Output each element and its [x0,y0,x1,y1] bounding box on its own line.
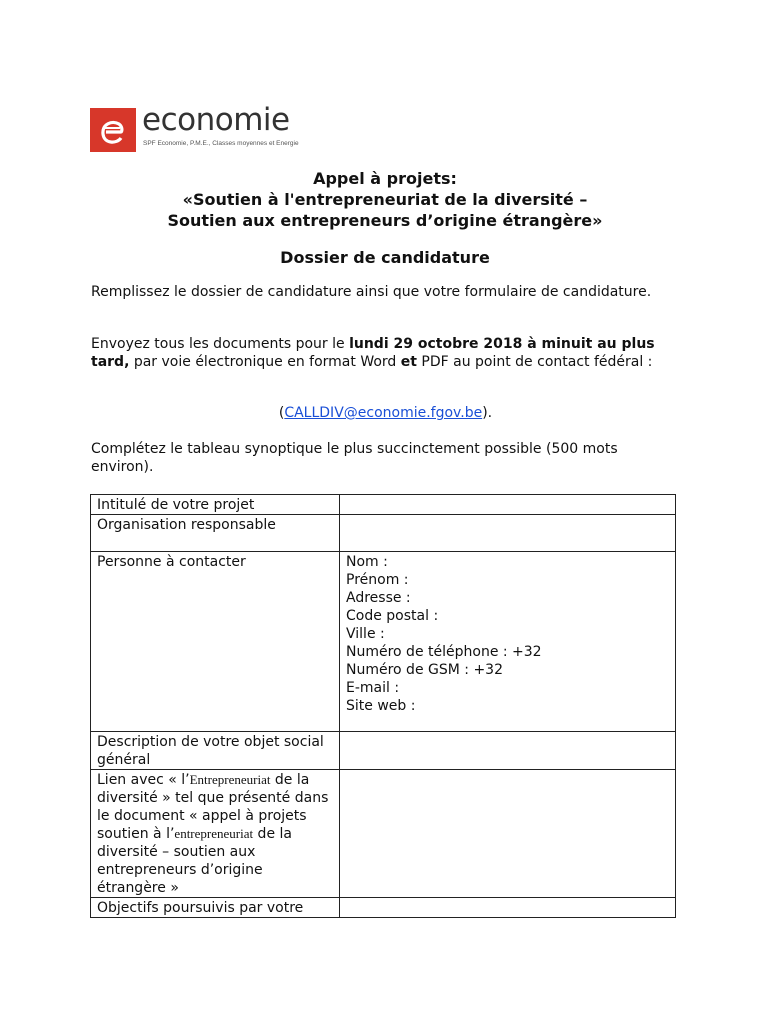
table-row [91,495,676,515]
paren-close: ). [482,405,493,421]
deadline-date: lundi 29 octobre 2018 à minuit au plus tard, [91,336,655,370]
social-object-label: Description de votre objet social général [91,732,340,770]
format-and: et [400,354,417,370]
diversity-link-text-c: de la diversité » tel que présenté dans le document « appel à projets soutien à l’ [97,772,329,842]
email-paragraph [91,404,680,422]
logo-wordmark: economie [142,102,290,138]
email-link[interactable]: CALLDIV@economie.fgov.be [284,405,483,421]
title-line-2: «Soutien à l'entrepreneuriat de la diversité – [182,190,588,209]
diversity-link-text-e: de la diversité – soutien aux entrepreneurs d’origine étrangère » [97,826,292,896]
diversity-link-text-d: entrepreneuriat [174,826,254,841]
table-row [91,898,676,918]
instruction-paragraph-1: Remplissez le dossier de candidature ainsi que votre formulaire de candidature. [91,284,652,300]
section-subtitle: Dossier de candidature [280,248,490,267]
contact-field-gsm: Numéro de GSM : +32 [346,662,503,678]
instruction-paragraph-3: Complétez le tableau synoptique le plus succinctement possible (500 mots environ). [91,441,618,475]
diversity-link-field[interactable] [340,770,676,898]
contact-details-field[interactable] [340,552,676,732]
paren-open: ( [278,405,285,421]
project-title-label: Intitulé de votre projet [91,495,340,515]
contact-field-ville: Ville : [346,626,385,642]
logo-mark-icon [90,108,136,152]
format-text: par voie électronique en format Word [129,354,401,370]
title-line-3: Soutien aux entrepreneurs d’origine étrangère» [167,211,603,230]
organisation-label: Organisation responsable [91,515,340,552]
contact-field-nom: Nom : [346,554,388,570]
contact-field-code-postal: Code postal : [346,608,439,624]
economie-logo [90,102,320,156]
diversity-link-label [91,770,340,898]
table-row [91,732,676,770]
table-row [91,515,676,552]
contact-person-label: Personne à contacter [91,552,340,732]
project-title-field[interactable] [340,495,676,515]
contact-point-text: PDF au point de contact fédéral : [416,354,653,370]
diversity-link-text-a: Lien avec « l’ [97,772,190,788]
deadline-intro: Envoyez tous les documents pour le [91,336,350,352]
social-object-field[interactable] [340,732,676,770]
contact-field-adresse: Adresse : [346,590,411,606]
instruction-paragraph-2 [91,335,680,371]
title-line-1: Appel à projets: [313,169,457,188]
table-row [91,552,676,732]
contact-field-site-web: Site web : [346,698,416,714]
table-row [91,770,676,898]
diversity-link-text-b: Entrepreneuriat [189,772,271,787]
logo-tagline: SPF Economie, P.M.E., Classes moyennes et Energie [143,140,299,147]
contact-field-prenom: Prénom : [346,572,409,588]
synopsis-table [90,494,676,918]
contact-field-email: E-mail : [346,680,400,696]
contact-field-telephone: Numéro de téléphone : +32 [346,644,542,660]
objectives-label: Objectifs poursuivis par votre [91,898,340,918]
objectives-field[interactable] [340,898,676,918]
organisation-field[interactable] [340,515,676,552]
